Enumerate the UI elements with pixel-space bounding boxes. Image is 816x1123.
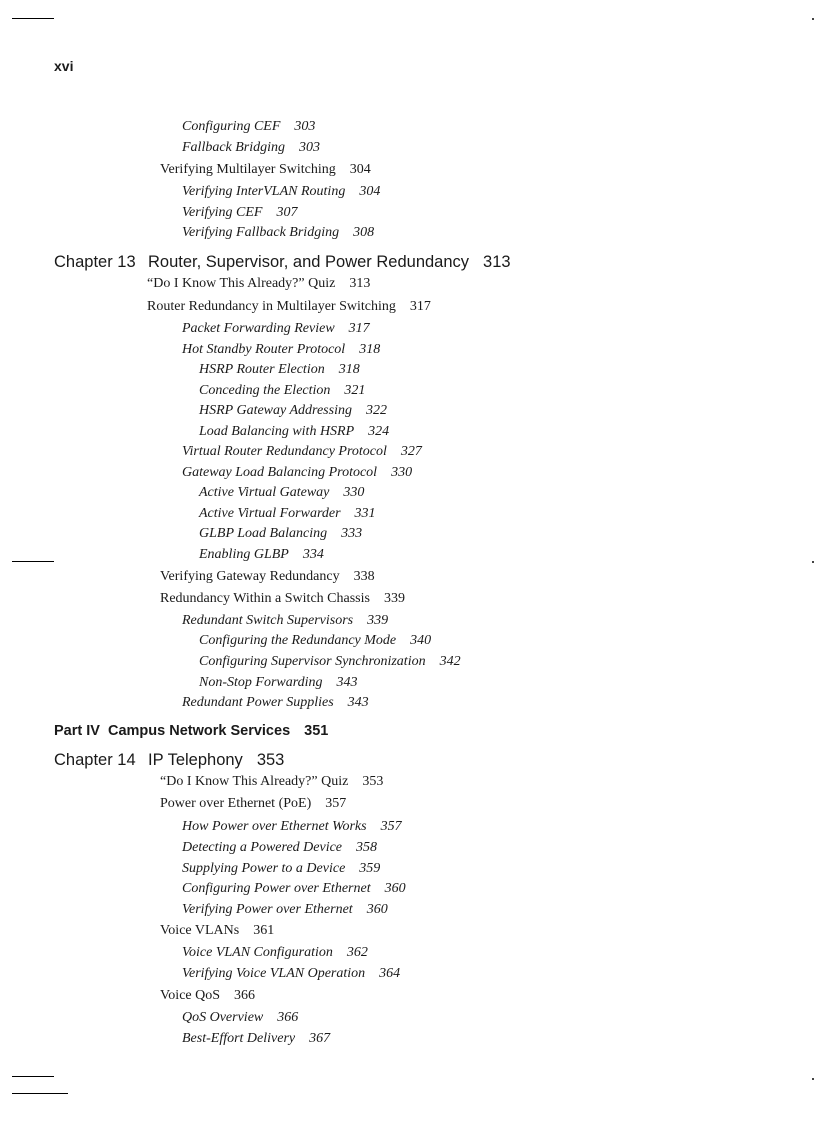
toc-page-number: 308 [353,225,375,240]
toc-entry-title: How Power over Ethernet Works [182,819,367,834]
toc-entry-title: IP Telephony [148,751,243,769]
toc-page-number: 343 [336,675,358,690]
toc-page-number: 324 [368,424,390,439]
toc-entry [160,797,346,811]
toc-page-number: 366 [234,988,256,1003]
toc-page-number: 339 [383,591,405,606]
toc-entry-title: HSRP Router Election [199,362,325,377]
toc-page-number: 339 [367,613,389,628]
toc-entry-title: Router Redundancy in Multilayer Switching [147,299,396,314]
chapter-number: Chapter 13 [54,253,136,271]
toc-entry [199,548,324,562]
toc-entry [199,507,376,521]
toc-entry-title: Active Virtual Gateway [199,485,330,500]
toc-entry-title: Fallback Bridging [182,140,286,155]
toc-entry [182,614,388,628]
toc-entry-title: Verifying CEF [182,205,263,220]
toc-entry-title: Redundancy Within a Switch Chassis [160,591,370,606]
toc-entry [160,775,383,789]
toc-entry [182,322,370,336]
toc-page-number: 360 [384,881,406,896]
toc-entry-title: Part IV Campus Network Services [54,723,291,739]
toc-page-number: 334 [302,547,324,562]
toc-page-number: 307 [276,205,298,220]
toc-entry-title: GLBP Load Balancing [199,526,328,541]
toc-page-number: 340 [410,633,432,648]
toc-page-number: 342 [439,654,461,669]
toc-page-number: 321 [344,383,366,398]
toc-entry-title: QoS Overview [182,1010,264,1025]
toc-entry [160,570,375,584]
toc-entry-title: Verifying Multilayer Switching [160,162,336,177]
toc-page-number: 367 [309,1031,331,1046]
toc-entry-title: Configuring the Redundancy Mode [199,633,397,648]
toc-entry-title: Verifying Gateway Redundancy [160,569,340,584]
toc-page-number: 313 [483,253,511,271]
toc-page-number: 361 [253,923,275,938]
toc-entry [182,967,400,981]
toc-page-number: 353 [362,774,384,789]
toc-chapter-heading [54,752,284,769]
toc-entry [182,862,380,876]
toc-page-number: 330 [391,465,413,480]
toc-entry [182,1032,330,1046]
toc-entry [182,820,402,834]
toc-page-number: 322 [365,403,387,418]
toc-entry [182,466,412,480]
toc-entry-title: Non-Stop Forwarding [199,675,323,690]
toc-entry-title: Configuring CEF [182,119,281,134]
toc-entry [182,226,374,240]
toc-page-number: 333 [341,526,363,541]
toc-entry-title: Hot Standby Router Protocol [182,342,346,357]
toc-page-number: 364 [379,966,401,981]
toc-page-number: 303 [299,140,321,155]
toc-entry [199,425,389,439]
toc-entry [160,989,255,1003]
toc-entry-title: Detecting a Powered Device [182,840,343,855]
toc-page-number: 366 [277,1010,299,1025]
toc-entry [182,696,369,710]
toc-entry [199,676,358,690]
toc-entry-title: Gateway Load Balancing Protocol [182,465,378,480]
toc-entry-title: Router, Supervisor, and Power Redundancy [148,253,470,271]
toc-entry-title: Verifying InterVLAN Routing [182,184,346,199]
toc-entry-title: HSRP Gateway Addressing [199,403,352,418]
toc-entry [199,655,461,669]
toc-entry [199,363,360,377]
toc-entry-title: Power over Ethernet (PoE) [160,796,312,811]
toc-page-number: 338 [353,569,375,584]
toc-chapter-heading [54,254,511,271]
toc-entry-title: Best-Effort Delivery [182,1031,296,1046]
toc-entry [182,946,368,960]
toc-page-number: 353 [256,751,285,769]
toc-entry-title: Supplying Power to a Device [182,861,346,876]
toc-page-number: 317 [409,299,431,314]
toc-page-number: 317 [348,321,370,336]
toc-page-number: 318 [359,342,381,357]
toc-entry-title: Voice VLANs [160,923,240,938]
toc-entry [182,882,406,896]
toc-entry [147,300,431,314]
toc-entry-title: Verifying Fallback Bridging [182,225,340,240]
toc-entry [182,445,422,459]
toc-page-number: 357 [380,819,402,834]
toc-entry [182,1011,298,1025]
toc-page-number: 303 [294,119,316,134]
toc-entry [199,634,431,648]
toc-page-number: 330 [343,485,365,500]
toc-entry [160,592,405,606]
toc-entry-title: Packet Forwarding Review [182,321,335,336]
toc-entry-title: Conceding the Election [199,383,331,398]
toc-page-number: 343 [347,695,369,710]
toc-page-number: 331 [354,506,376,521]
toc-page-number: 357 [325,796,347,811]
toc-entry-title: Redundant Power Supplies [182,695,334,710]
toc-entry [182,343,380,357]
toc-entry [182,841,377,855]
page-folio: xvi [54,58,74,74]
toc-page-number: 360 [366,902,388,917]
toc-entry-title: Load Balancing with HSRP [199,424,355,439]
toc-page-number: 362 [346,945,368,960]
toc-entry [182,141,320,155]
toc-entry [160,924,274,938]
toc-page-number: 304 [349,162,371,177]
toc-entry-title: Active Virtual Forwarder [199,506,341,521]
chapter-number: Chapter 14 [54,751,136,769]
toc-entry [182,903,388,917]
toc-entry [182,120,315,134]
toc-entry-title: “Do I Know This Already?” Quiz [147,276,336,291]
toc-entry-title: Configuring Power over Ethernet [182,881,371,896]
toc-entry [160,163,371,177]
toc-entry [199,384,365,398]
toc-page-number: 318 [338,362,360,377]
toc-entry-title: Voice QoS [160,988,221,1003]
toc-page-number: 359 [359,861,381,876]
toc-entry [199,527,362,541]
toc-entry [182,206,298,220]
toc-page-number: 313 [349,276,371,291]
toc-entry-title: “Do I Know This Already?” Quiz [160,774,349,789]
toc-entry [147,277,370,291]
toc-entry-title: Redundant Switch Supervisors [182,613,354,628]
toc-page-number: 358 [356,840,378,855]
toc-entry-title: Configuring Supervisor Synchronization [199,654,426,669]
toc-page-number: 327 [400,444,422,459]
toc-entry-title: Verifying Voice VLAN Operation [182,966,366,981]
toc-entry-title: Voice VLAN Configuration [182,945,333,960]
toc-page-number: 304 [359,184,381,199]
toc-entry-title: Enabling GLBP [199,547,289,562]
toc-entry-title: Verifying Power over Ethernet [182,902,353,917]
toc-entry [199,486,364,500]
toc-entry [182,185,380,199]
toc-entry-title: Virtual Router Redundancy Protocol [182,444,387,459]
toc-part-heading [54,724,328,739]
toc-page-number: 351 [304,723,329,739]
toc-entry [199,404,387,418]
